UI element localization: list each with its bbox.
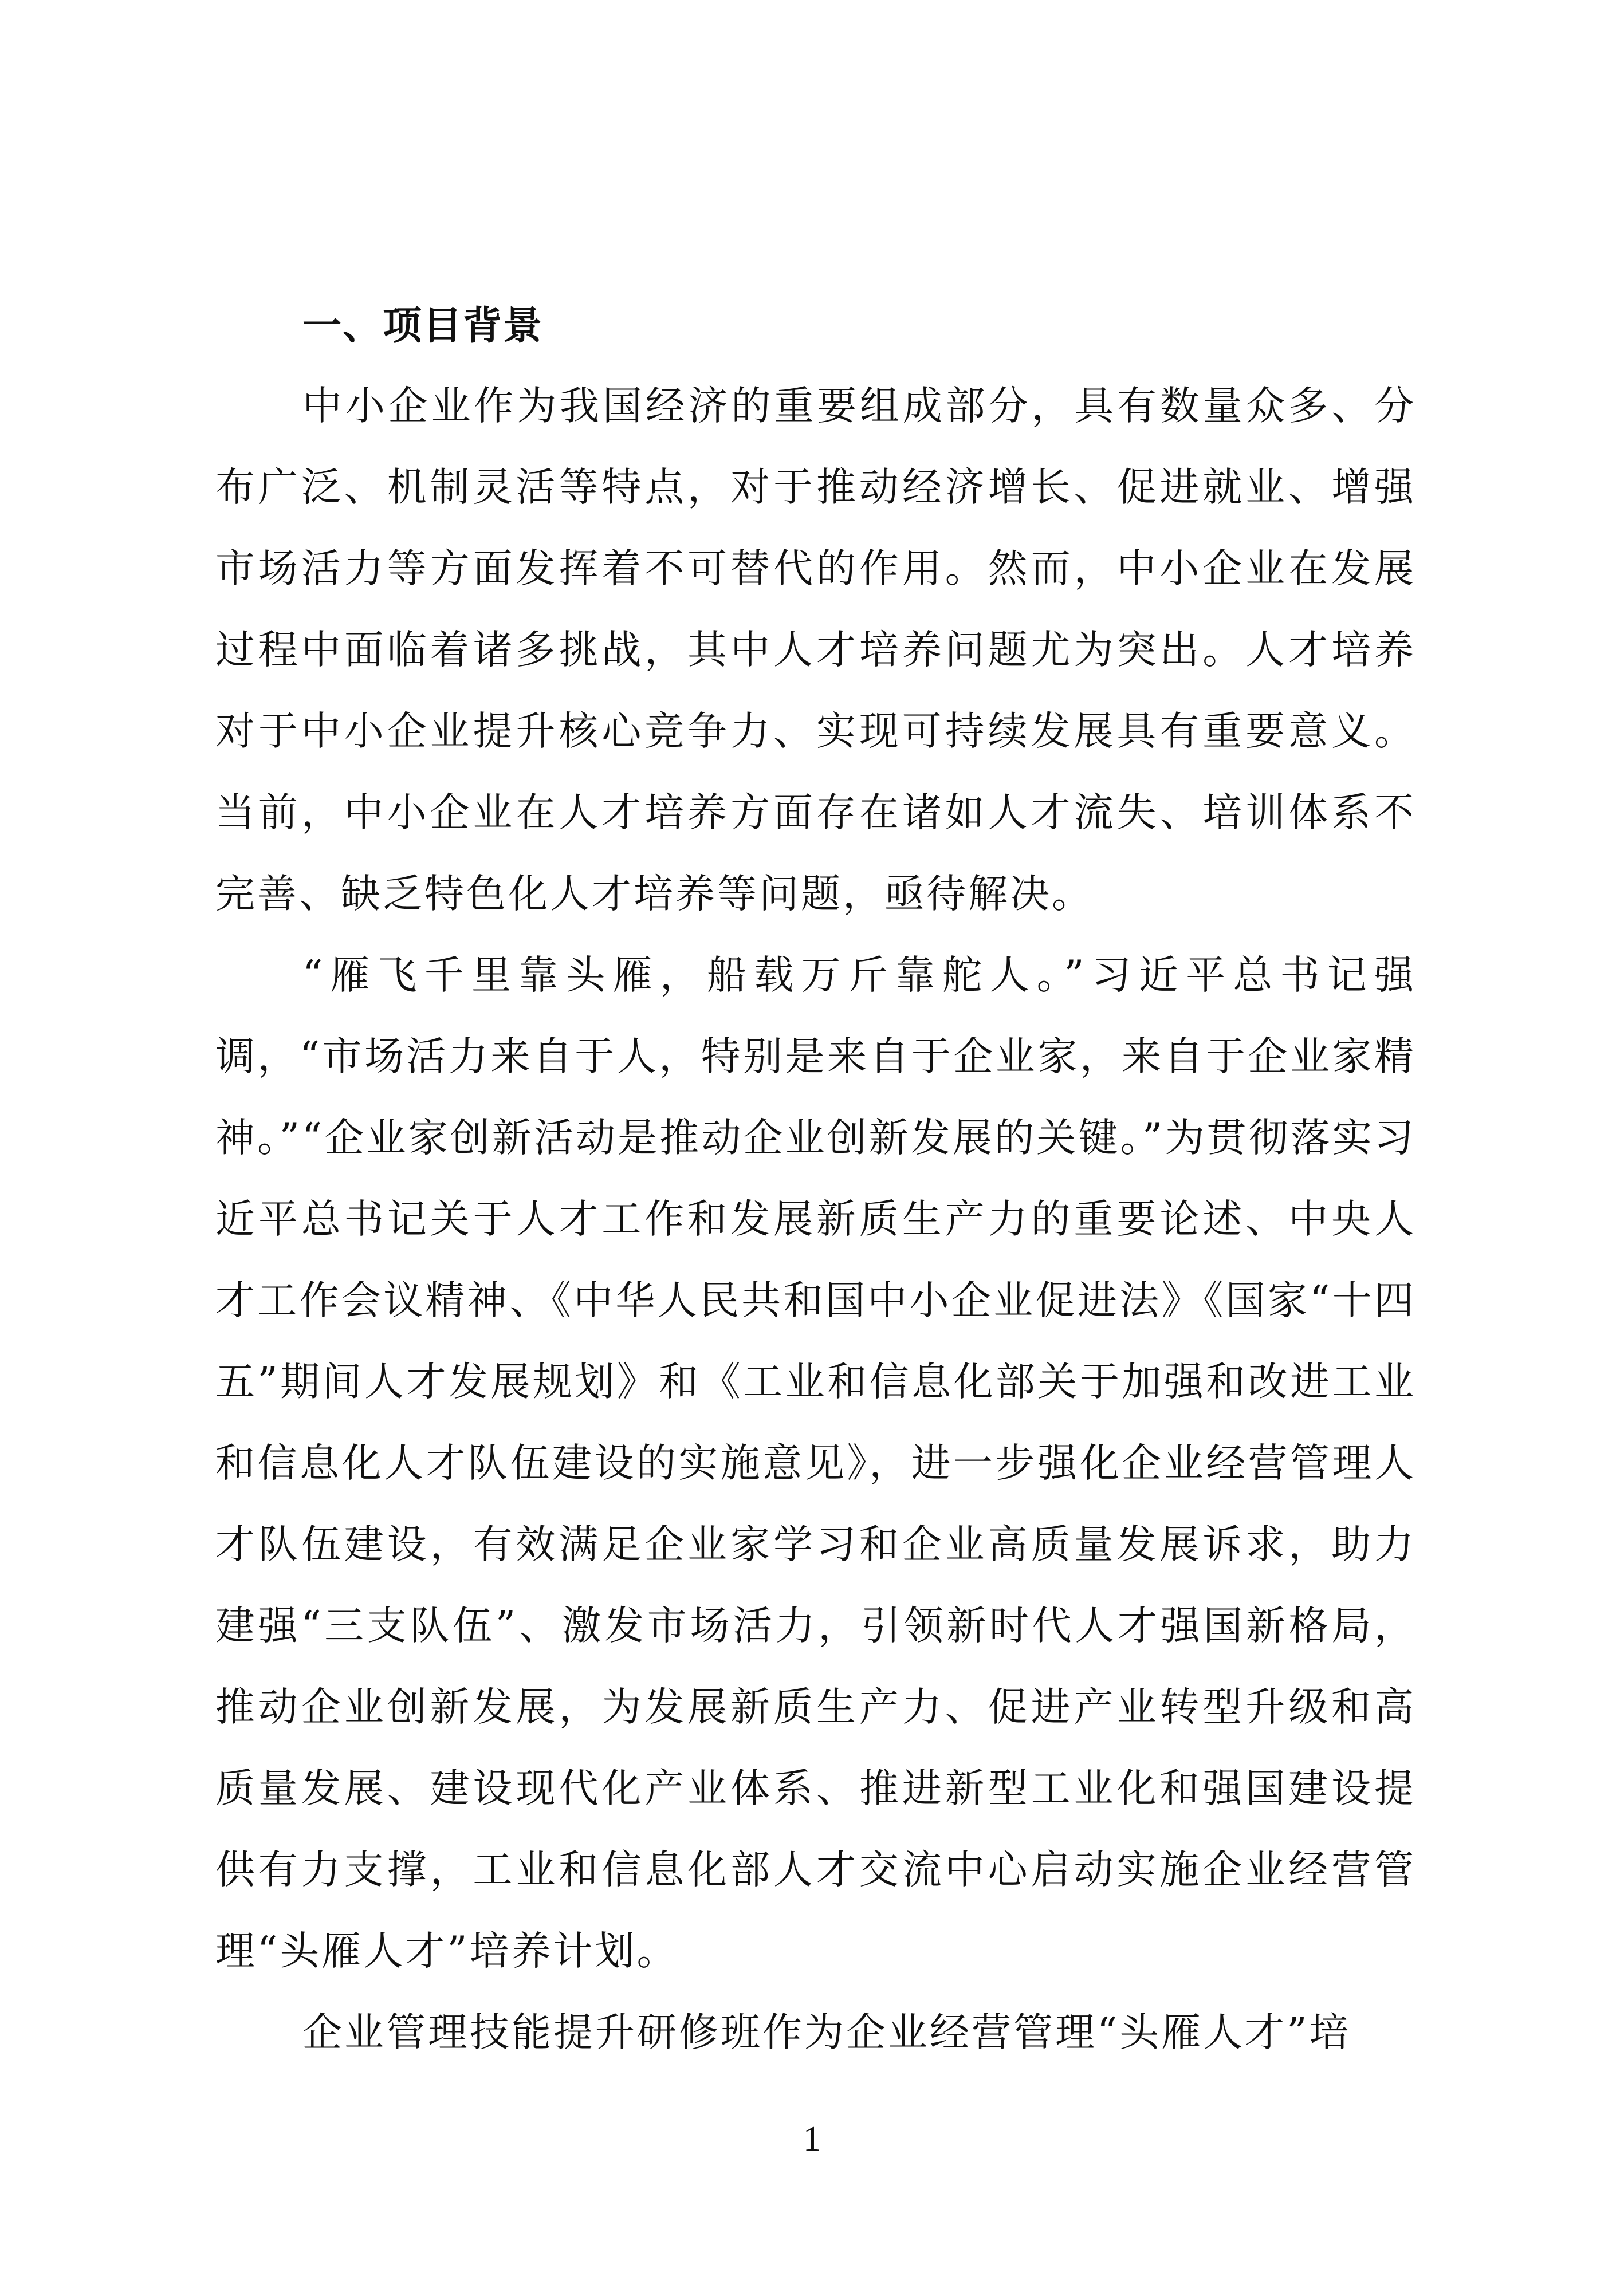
paragraph-program: 企业管理技能提升研修班作为企业经营管理“头雁人才”培: [302, 2010, 1351, 2055]
paragraph-policy: “雁飞千里靠头雁，船载万斤靠舵人。”习近平总书记强调，“市场活力来自于人，特别是来自于企业家，来自于企业家精神。”“企业家创新活动是推动企业创新发展的关键。”为贯彻落实习近平总书记关于人才工作和发展新质生产力的重要论述、中央人才工作会议精神、《中华人民共和国中小企业促进法》《国家“十四五”期间人才发展规划》和《工业和信息化部关于加强和改进工业和信息化人才队伍建设的实施意见》，进一步强化企业经营管理人才队伍建设，有效满足企业家学习和企业高质量发展诉求，助力建强“三支队伍”、激发市场活力，引领新时代人才强国新格局，推动企业创新发展，为发展新质生产力、促进产业转型升级和高质量发展、建设现代化产业体系、推进新型工业化和强国建设提供有力支撑，工业和信息化部人才交流中心启动实施企业经营管理“头雁人才”培养计划。: [215, 952, 1416, 1974]
document-body: [215, 304, 1416, 2073]
paragraph-background: 中小企业作为我国经济的重要组成部分，具有数量众多、分布广泛、机制灵活等特点，对于推动经济增长、促进就业、增强市场活力等方面发挥着不可替代的作用。然而，中小企业在发展过程中面临着诸多挑战，其中人才培养问题尤为突出。人才培养对于中小企业提升核心竞争力、实现可持续发展具有重要意义。当前，中小企业在人才培养方面存在诸如人才流失、培训体系不完善、缺乏特色化人才培养等问题，亟待解决。: [215, 383, 1416, 917]
section-heading: 一、项目背景: [302, 304, 544, 349]
page-number: 1: [803, 2120, 821, 2159]
